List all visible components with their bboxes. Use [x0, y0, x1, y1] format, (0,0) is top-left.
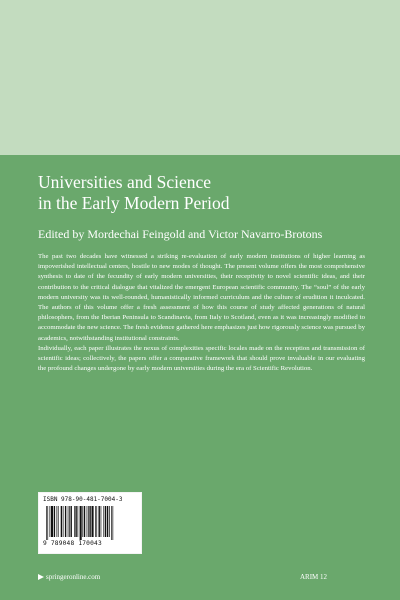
- publisher-url: springeronline.com: [46, 573, 101, 581]
- book-description: [38, 252, 365, 374]
- book-title-line-2: in the Early Modern Period: [38, 193, 230, 213]
- arrow-right-icon: [38, 574, 44, 580]
- barcode-digits: 9 789048 170043: [43, 540, 102, 547]
- book-title-line-1: Universities and Science: [38, 172, 212, 192]
- editors-line: Edited by Mordechai Feingold and Victor Navarro-Brotons: [38, 227, 323, 241]
- isbn-barcode-box: [38, 492, 142, 554]
- publisher-link[interactable]: [38, 571, 100, 583]
- series-code: ARIM 12: [300, 573, 328, 581]
- description-paragraph-1: The past two decades have witnessed a striking re-evaluation of early modern institutions of higher learning as impoverished intellectual centers, hostile to new modes of thought. The present volume offers the most comprehensive synthesis to date of the fecundity of early modern universities, their receptivity to novel scientific ideas, and their contribution to the critical dialogue that vitalized the emergent European scientific community. The “soul” of the early modern university was its well-rounded, humanistically informed curriculum and the culture of erudition it inculcated. The authors of this volume offer a fresh assessment of how this course of study affected generations of natural philosophers, from the Iberian Peninsula to Scandinavia, from Italy to Scotland, even as it was increasingly modified to accommodate the new science. The fresh evidence gathered here emphasizes just how rigorously science was pursued by academics, notwithstanding institutional constraints.: [38, 253, 365, 342]
- top-color-band: [0, 0, 400, 155]
- isbn-label: ISBN 978-90-481-7004-3: [43, 496, 123, 503]
- description-paragraph-2: Individually, each paper illustrates the nexus of complexities specific locales made on the reception and transmission of scientific ideas; collectively, the papers offer a comparative framework that should prove invaluable in our evaluating the profound changes undergone by early modern universities during the era of Scientific Revolution.: [38, 344, 365, 373]
- book-title: [38, 172, 368, 214]
- barcode-image: [44, 506, 136, 540]
